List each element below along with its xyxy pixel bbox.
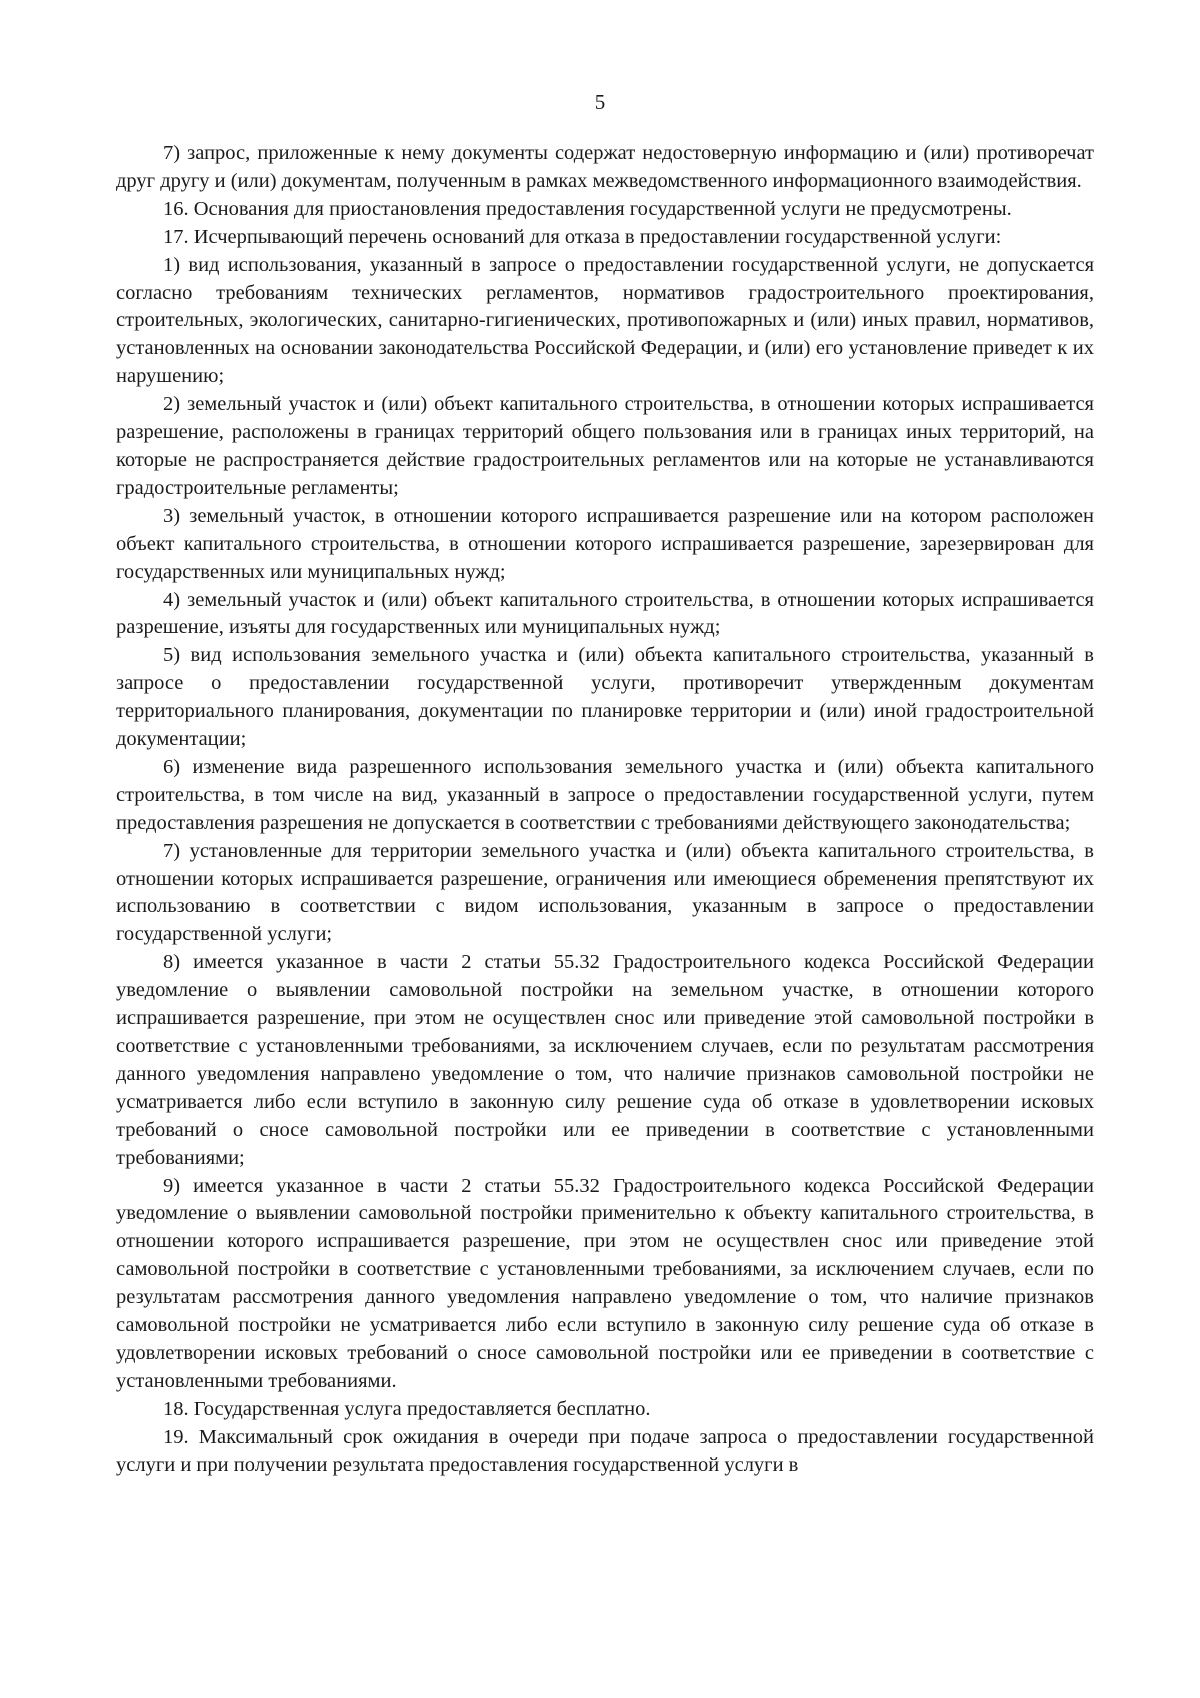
document-body	[116, 140, 1094, 1480]
refusal-ground-2: 2) земельный участок и (или) объект капитального строительства, в отношении которых испрашивается разрешение, расположены в границах территорий общего пользования или в границах иных территорий, на которые не распространяется действие градостроительных регламентов или на которые не устанавливаются градостроительные регламенты;	[116, 393, 1094, 499]
paragraph-16-suspension-grounds: 16. Основания для приостановления предоставления государственной услуги не предусмотрены.	[163, 197, 1012, 220]
page-number: 5	[594, 90, 606, 114]
refusal-ground-3: 3) земельный участок, в отношении которого испрашивается разрешение или на котором расположен объект капитального строительства, в отношении которого испрашивается разрешение, зарезервирован для государственных или муниципальных нужд;	[116, 504, 1094, 583]
refusal-ground-6: 6) изменение вида разрешенного использования земельного участка и (или) объекта капитального строительства, в том числе на вид, указанный в запросе о предоставлении государственной услуги, путем предоставления разрешения не допускается в соответствии с требованиями действующего законодательства;	[116, 755, 1094, 834]
refusal-ground-1: 1) вид использования, указанный в запросе о предоставлении государственной услуги, не допускается согласно требованиям технических регламентов, нормативов градостроительного проектирования, строительных, экологических, санитарно-гигиенических, противопожарных и (или) иных правил, нормативов, установленных на основании законодательства Российской Федерации, и (или) его установление приведет к их нарушению;	[116, 253, 1094, 388]
paragraph-17-refusal-grounds: 17. Исчерпывающий перечень оснований для отказа в предоставлении государственной услуги:	[163, 225, 1002, 248]
refusal-ground-5: 5) вид использования земельного участка и (или) объекта капитального строительства, указанный в запросе о предоставлении государственной услуги, противоречит утвержденным документам территориального планирования, документации по планировке территории и (или) иной градостроительной документации;	[116, 644, 1094, 751]
refusal-ground-9: 9) имеется указанное в части 2 статьи 55.32 Градостроительного кодекса Российской Федерации уведомление о выявлении самовольной постройки применительно к объекту капитального строительства, в отношении которого испрашивается разрешение, при этом не осуществлен снос или приведение этой самовольной постройки в соответствие с установленными требованиями, за исключением случаев, если по результатам рассмотрения данного уведомления направлено уведомление о том, что наличие признаков самовольной постройки не усматривается либо если вступило в законную силу решение суда об отказе в удовлетворении исковых требований о сносе самовольной постройки или ее приведении в соответствие с установленными требованиями.	[116, 1174, 1094, 1392]
paragraph-item-7-invalid-request: 7) запрос, приложенные к нему документы содержат недостоверную информацию и (или) противоречат друг другу и (или) документам, полученным в рамках межведомственного информационного взаимодействия.	[116, 142, 1094, 192]
paragraph-19-waiting-time: 19. Максимальный срок ожидания в очереди при подаче запроса о предоставлении государственной услуги и при получении результата предоставления государственной услуги в	[116, 1425, 1094, 1476]
paragraph-18-free-of-charge: 18. Государственная услуга предоставляется бесплатно.	[163, 1397, 651, 1420]
refusal-ground-4: 4) земельный участок и (или) объект капитального строительства, в отношении которых испрашивается разрешение, изъяты для государственных или муниципальных нужд;	[116, 588, 1094, 639]
refusal-ground-7: 7) установленные для территории земельного участка и (или) объекта капитального строительства, в отношении которых испрашивается разрешение, ограничения или имеющиеся обременения препятствуют их использованию в соответствии с видом использования, указанным в запросе о предоставлении государственной услуги;	[116, 839, 1094, 946]
refusal-ground-8: 8) имеется указанное в части 2 статьи 55.32 Градостроительного кодекса Российской Федерации уведомление о выявлении самовольной постройки на земельном участке, в отношении которого испрашивается разрешение, при этом не осуществлен снос или приведение этой самовольной постройки в соответствие с установленными требованиями, за исключением случаев, если по результатам рассмотрения данного уведомления направлено уведомление о том, что наличие признаков самовольной постройки не усматривается либо если вступило в законную силу решение суда об отказе в удовлетворении исковых требований о сносе самовольной постройки или ее приведении в соответствие с установленными требованиями;	[116, 951, 1094, 1169]
